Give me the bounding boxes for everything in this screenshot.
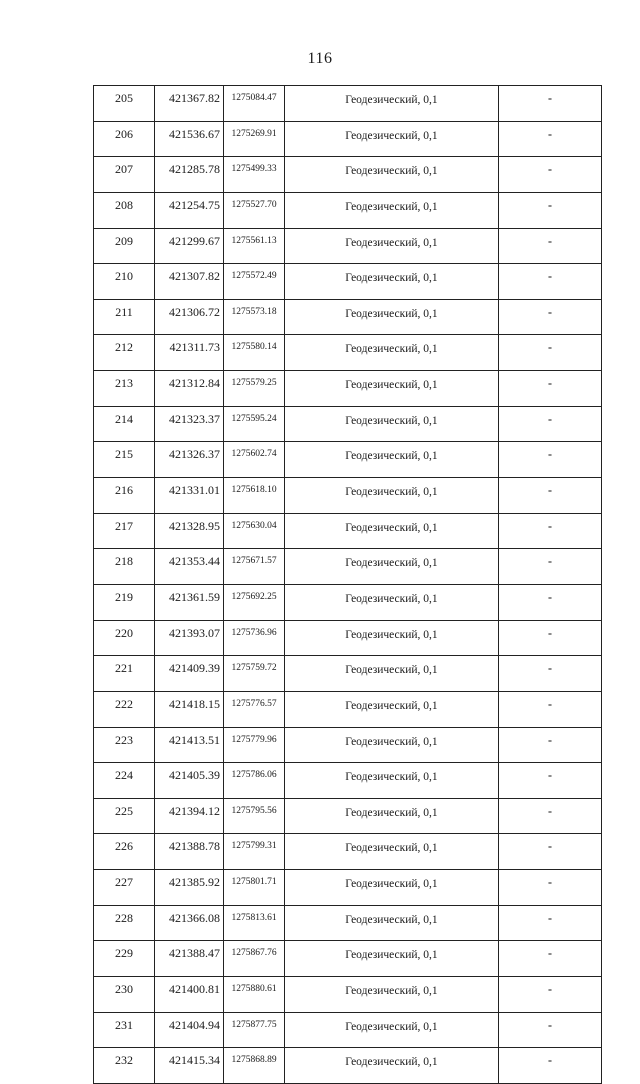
description-cell xyxy=(499,727,602,763)
y-coordinate-cell: 1275527.70 xyxy=(224,192,285,228)
method-accuracy-cell: Геодезический, 0,1 xyxy=(285,228,499,264)
description-cell xyxy=(499,478,602,514)
point-number-cell: 219 xyxy=(94,584,155,620)
y-coordinate-cell: 1275572.49 xyxy=(224,264,285,300)
y-coordinate-cell: 1275736.96 xyxy=(224,620,285,656)
description-cell xyxy=(499,977,602,1013)
method-accuracy-cell: Геодезический, 0,1 xyxy=(285,584,499,620)
description-cell xyxy=(499,299,602,335)
table-row xyxy=(94,941,602,977)
point-number-cell: 222 xyxy=(94,691,155,727)
dash-mark: - xyxy=(548,982,552,997)
x-coordinate-cell: 421405.39 xyxy=(155,763,224,799)
point-number-cell: 225 xyxy=(94,798,155,834)
point-number-cell: 227 xyxy=(94,870,155,906)
dash-mark: - xyxy=(548,625,552,640)
x-coordinate-cell: 421394.12 xyxy=(155,798,224,834)
point-number-cell: 212 xyxy=(94,335,155,371)
method-accuracy-cell: Геодезический, 0,1 xyxy=(285,977,499,1013)
y-coordinate-cell: 1275779.96 xyxy=(224,727,285,763)
method-accuracy-cell: Геодезический, 0,1 xyxy=(285,941,499,977)
table-row xyxy=(94,335,602,371)
description-cell xyxy=(499,86,602,122)
description-cell xyxy=(499,763,602,799)
x-coordinate-cell: 421409.39 xyxy=(155,656,224,692)
description-cell xyxy=(499,656,602,692)
y-coordinate-cell: 1275786.06 xyxy=(224,763,285,799)
y-coordinate-cell: 1275595.24 xyxy=(224,406,285,442)
dash-mark: - xyxy=(548,483,552,498)
x-coordinate-cell: 421331.01 xyxy=(155,478,224,514)
method-accuracy-cell: Геодезический, 0,1 xyxy=(285,264,499,300)
coordinates-table xyxy=(93,85,602,1084)
table-row xyxy=(94,86,602,122)
y-coordinate-cell: 1275813.61 xyxy=(224,905,285,941)
description-cell xyxy=(499,371,602,407)
table-row xyxy=(94,264,602,300)
description-cell xyxy=(499,513,602,549)
coordinates-table-body xyxy=(94,86,602,1084)
y-coordinate-cell: 1275880.61 xyxy=(224,977,285,1013)
table-row xyxy=(94,442,602,478)
y-coordinate-cell: 1275084.47 xyxy=(224,86,285,122)
dash-mark: - xyxy=(548,269,552,284)
table-row xyxy=(94,763,602,799)
x-coordinate-cell: 421254.75 xyxy=(155,192,224,228)
point-number-cell: 213 xyxy=(94,371,155,407)
point-number-cell: 206 xyxy=(94,121,155,157)
dash-mark: - xyxy=(548,233,552,248)
dash-mark: - xyxy=(548,1053,552,1068)
description-cell xyxy=(499,442,602,478)
table-row xyxy=(94,478,602,514)
table-row xyxy=(94,406,602,442)
point-number-cell: 216 xyxy=(94,478,155,514)
table-row xyxy=(94,977,602,1013)
point-number-cell: 210 xyxy=(94,264,155,300)
x-coordinate-cell: 421393.07 xyxy=(155,620,224,656)
method-accuracy-cell: Геодезический, 0,1 xyxy=(285,656,499,692)
table-row xyxy=(94,513,602,549)
dash-mark: - xyxy=(548,340,552,355)
dash-mark: - xyxy=(548,91,552,105)
dash-mark: - xyxy=(548,732,552,747)
y-coordinate-cell: 1275269.91 xyxy=(224,121,285,157)
description-cell xyxy=(499,798,602,834)
description-cell xyxy=(499,157,602,193)
x-coordinate-cell: 421404.94 xyxy=(155,1012,224,1048)
x-coordinate-cell: 421285.78 xyxy=(155,157,224,193)
method-accuracy-cell: Геодезический, 0,1 xyxy=(285,549,499,585)
table-row xyxy=(94,121,602,157)
method-accuracy-cell: Геодезический, 0,1 xyxy=(285,905,499,941)
dash-mark: - xyxy=(548,875,552,890)
table-row xyxy=(94,549,602,585)
y-coordinate-cell: 1275801.71 xyxy=(224,870,285,906)
x-coordinate-cell: 421413.51 xyxy=(155,727,224,763)
table-row xyxy=(94,798,602,834)
table-row xyxy=(94,834,602,870)
point-number-cell: 231 xyxy=(94,1012,155,1048)
dash-mark: - xyxy=(548,946,552,961)
y-coordinate-cell: 1275868.89 xyxy=(224,1048,285,1084)
x-coordinate-cell: 421400.81 xyxy=(155,977,224,1013)
y-coordinate-cell: 1275580.14 xyxy=(224,335,285,371)
table-row xyxy=(94,584,602,620)
y-coordinate-cell: 1275759.72 xyxy=(224,656,285,692)
x-coordinate-cell: 421366.08 xyxy=(155,905,224,941)
x-coordinate-cell: 421418.15 xyxy=(155,691,224,727)
y-coordinate-cell: 1275573.18 xyxy=(224,299,285,335)
point-number-cell: 205 xyxy=(94,86,155,122)
y-coordinate-cell: 1275776.57 xyxy=(224,691,285,727)
method-accuracy-cell: Геодезический, 0,1 xyxy=(285,870,499,906)
y-coordinate-cell: 1275799.31 xyxy=(224,834,285,870)
y-coordinate-cell: 1275867.76 xyxy=(224,941,285,977)
point-number-cell: 224 xyxy=(94,763,155,799)
y-coordinate-cell: 1275630.04 xyxy=(224,513,285,549)
description-cell xyxy=(499,1012,602,1048)
point-number-cell: 230 xyxy=(94,977,155,1013)
page-number: 116 xyxy=(307,50,333,67)
method-accuracy-cell: Геодезический, 0,1 xyxy=(285,478,499,514)
x-coordinate-cell: 421415.34 xyxy=(155,1048,224,1084)
table-row xyxy=(94,727,602,763)
y-coordinate-cell: 1275602.74 xyxy=(224,442,285,478)
x-coordinate-cell: 421323.37 xyxy=(155,406,224,442)
point-number-cell: 215 xyxy=(94,442,155,478)
description-cell xyxy=(499,584,602,620)
method-accuracy-cell: Геодезический, 0,1 xyxy=(285,406,499,442)
point-number-cell: 226 xyxy=(94,834,155,870)
point-number-cell: 223 xyxy=(94,727,155,763)
table-row xyxy=(94,1048,602,1084)
description-cell xyxy=(499,264,602,300)
description-cell xyxy=(499,192,602,228)
table-row xyxy=(94,157,602,193)
point-number-cell: 220 xyxy=(94,620,155,656)
x-coordinate-cell: 421311.73 xyxy=(155,335,224,371)
dash-mark: - xyxy=(548,447,552,462)
x-coordinate-cell: 421388.47 xyxy=(155,941,224,977)
description-cell xyxy=(499,834,602,870)
x-coordinate-cell: 421306.72 xyxy=(155,299,224,335)
x-coordinate-cell: 421328.95 xyxy=(155,513,224,549)
table-row xyxy=(94,691,602,727)
x-coordinate-cell: 421361.59 xyxy=(155,584,224,620)
y-coordinate-cell: 1275499.33 xyxy=(224,157,285,193)
point-number-cell: 214 xyxy=(94,406,155,442)
method-accuracy-cell: Геодезический, 0,1 xyxy=(285,727,499,763)
method-accuracy-cell: Геодезический, 0,1 xyxy=(285,1012,499,1048)
point-number-cell: 211 xyxy=(94,299,155,335)
y-coordinate-cell: 1275877.75 xyxy=(224,1012,285,1048)
method-accuracy-cell: Геодезический, 0,1 xyxy=(285,371,499,407)
y-coordinate-cell: 1275579.25 xyxy=(224,371,285,407)
y-coordinate-cell: 1275692.25 xyxy=(224,584,285,620)
dash-mark: - xyxy=(548,1017,552,1032)
method-accuracy-cell: Геодезический, 0,1 xyxy=(285,86,499,122)
y-coordinate-cell: 1275561.13 xyxy=(224,228,285,264)
dash-mark: - xyxy=(548,411,552,426)
description-cell xyxy=(499,406,602,442)
description-cell xyxy=(499,620,602,656)
point-number-cell: 217 xyxy=(94,513,155,549)
table-row xyxy=(94,870,602,906)
description-cell xyxy=(499,1048,602,1084)
point-number-cell: 209 xyxy=(94,228,155,264)
x-coordinate-cell: 421326.37 xyxy=(155,442,224,478)
dash-mark: - xyxy=(548,554,552,569)
point-number-cell: 232 xyxy=(94,1048,155,1084)
description-cell xyxy=(499,335,602,371)
method-accuracy-cell: Геодезический, 0,1 xyxy=(285,513,499,549)
dash-mark: - xyxy=(548,376,552,391)
method-accuracy-cell: Геодезический, 0,1 xyxy=(285,620,499,656)
dash-mark: - xyxy=(548,768,552,783)
x-coordinate-cell: 421299.67 xyxy=(155,228,224,264)
dash-mark: - xyxy=(548,661,552,676)
description-cell xyxy=(499,228,602,264)
x-coordinate-cell: 421312.84 xyxy=(155,371,224,407)
method-accuracy-cell: Геодезический, 0,1 xyxy=(285,299,499,335)
dash-mark: - xyxy=(548,304,552,319)
method-accuracy-cell: Геодезический, 0,1 xyxy=(285,763,499,799)
method-accuracy-cell: Геодезический, 0,1 xyxy=(285,1048,499,1084)
method-accuracy-cell: Геодезический, 0,1 xyxy=(285,442,499,478)
y-coordinate-cell: 1275618.10 xyxy=(224,478,285,514)
description-cell xyxy=(499,870,602,906)
description-cell xyxy=(499,905,602,941)
point-number-cell: 221 xyxy=(94,656,155,692)
table-row xyxy=(94,228,602,264)
dash-mark: - xyxy=(548,803,552,818)
dash-mark: - xyxy=(548,696,552,711)
method-accuracy-cell: Геодезический, 0,1 xyxy=(285,834,499,870)
description-cell xyxy=(499,941,602,977)
x-coordinate-cell: 421536.67 xyxy=(155,121,224,157)
dash-mark: - xyxy=(548,126,552,141)
description-cell xyxy=(499,549,602,585)
table-row xyxy=(94,192,602,228)
point-number-cell: 228 xyxy=(94,905,155,941)
y-coordinate-cell: 1275671.57 xyxy=(224,549,285,585)
method-accuracy-cell: Геодезический, 0,1 xyxy=(285,121,499,157)
method-accuracy-cell: Геодезический, 0,1 xyxy=(285,335,499,371)
table-row xyxy=(94,371,602,407)
dash-mark: - xyxy=(548,162,552,177)
table-row xyxy=(94,905,602,941)
dash-mark: - xyxy=(548,518,552,533)
point-number-cell: 229 xyxy=(94,941,155,977)
point-number-cell: 218 xyxy=(94,549,155,585)
x-coordinate-cell: 421367.82 xyxy=(155,86,224,122)
point-number-cell: 207 xyxy=(94,157,155,193)
table-row xyxy=(94,1012,602,1048)
method-accuracy-cell: Геодезический, 0,1 xyxy=(285,798,499,834)
x-coordinate-cell: 421353.44 xyxy=(155,549,224,585)
table-row xyxy=(94,299,602,335)
dash-mark: - xyxy=(548,910,552,925)
table-row xyxy=(94,656,602,692)
dash-mark: - xyxy=(548,839,552,854)
table-row xyxy=(94,620,602,656)
description-cell xyxy=(499,691,602,727)
point-number-cell: 208 xyxy=(94,192,155,228)
dash-mark: - xyxy=(548,589,552,604)
y-coordinate-cell: 1275795.56 xyxy=(224,798,285,834)
dash-mark: - xyxy=(548,197,552,212)
x-coordinate-cell: 421388.78 xyxy=(155,834,224,870)
method-accuracy-cell: Геодезический, 0,1 xyxy=(285,157,499,193)
description-cell xyxy=(499,121,602,157)
x-coordinate-cell: 421385.92 xyxy=(155,870,224,906)
method-accuracy-cell: Геодезический, 0,1 xyxy=(285,192,499,228)
x-coordinate-cell: 421307.82 xyxy=(155,264,224,300)
method-accuracy-cell: Геодезический, 0,1 xyxy=(285,691,499,727)
